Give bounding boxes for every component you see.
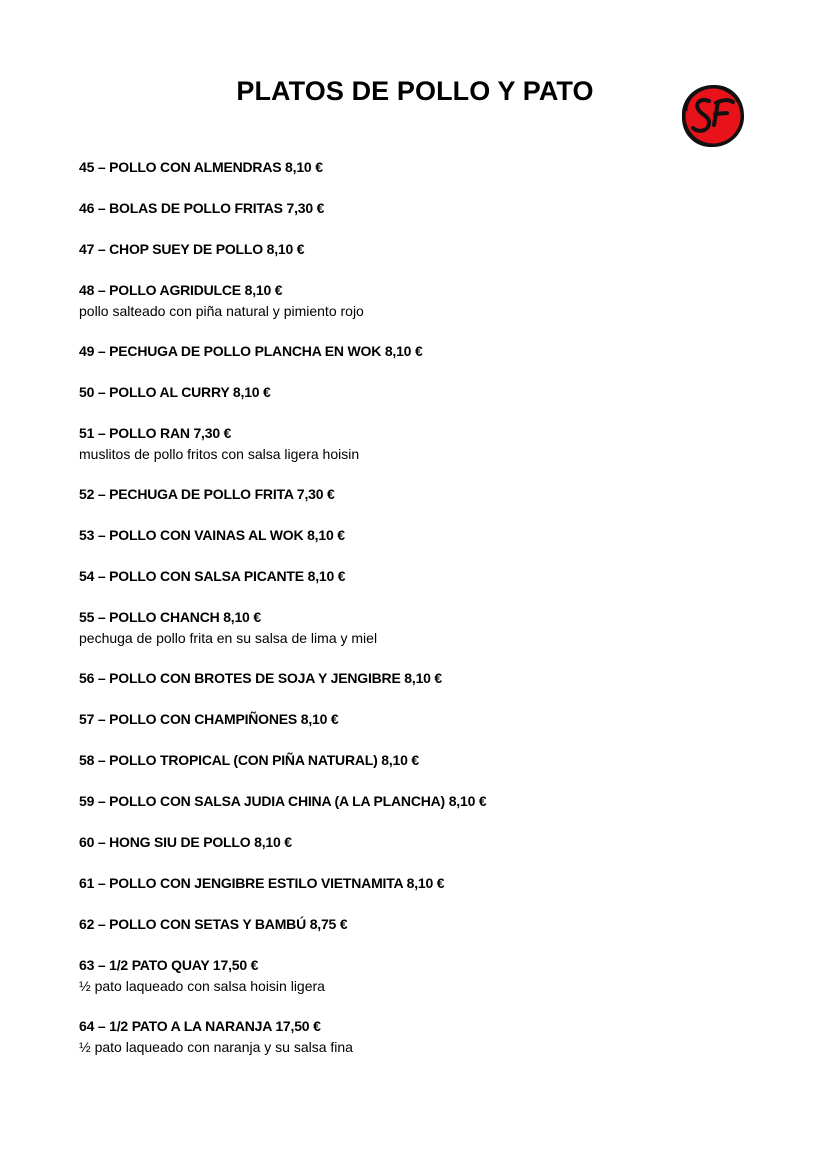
- menu-item-title: 61 – POLLO CON JENGIBRE ESTILO VIETNAMITA 8,10 €: [79, 875, 445, 891]
- menu-item-description: muslitos de pollo fritos con salsa ligera hoisin: [79, 446, 360, 462]
- menu-item: [79, 198, 759, 219]
- menu-item-title: 60 – HONG SIU DE POLLO 8,10 €: [79, 834, 292, 850]
- menu-item-description: ½ pato laqueado con naranja y su salsa fina: [79, 1039, 353, 1055]
- menu-item: [79, 832, 759, 853]
- menu-item: [79, 709, 759, 730]
- menu-item: [79, 914, 759, 935]
- menu-item-title: 49 – PECHUGA DE POLLO PLANCHA EN WOK 8,10 €: [79, 343, 423, 359]
- menu-item-title: 45 – POLLO CON ALMENDRAS 8,10 €: [79, 159, 323, 175]
- menu-item: [79, 157, 759, 178]
- menu-item: [79, 239, 759, 260]
- menu-item: [79, 750, 759, 771]
- menu-item: [79, 607, 759, 648]
- menu-item: [79, 484, 759, 505]
- menu-item: [79, 791, 759, 812]
- menu-item: [79, 341, 759, 362]
- menu-item-title: 46 – BOLAS DE POLLO FRITAS 7,30 €: [79, 200, 325, 216]
- menu-item-title: 59 – POLLO CON SALSA JUDIA CHINA (A LA PLANCHA) 8,10 €: [79, 793, 487, 809]
- menu-item-title: 56 – POLLO CON BROTES DE SOJA Y JENGIBRE 8,10 €: [79, 670, 443, 686]
- menu-item-title: 58 – POLLO TROPICAL (CON PIÑA NATURAL) 8,10 €: [79, 752, 420, 768]
- menu-item: [79, 955, 759, 996]
- menu-item-title: 48 – POLLO AGRIDULCE 8,10 €: [79, 282, 283, 298]
- menu-item-title: 54 – POLLO CON SALSA PICANTE 8,10 €: [79, 568, 346, 584]
- menu-item-title: 55 – POLLO CHANCH 8,10 €: [79, 609, 261, 625]
- menu-item-description: pechuga de pollo frita en su salsa de lima y miel: [79, 630, 378, 646]
- menu-item-title: 53 – POLLO CON VAINAS AL WOK 8,10 €: [79, 527, 345, 543]
- menu-item-title: 57 – POLLO CON CHAMPIÑONES 8,10 €: [79, 711, 339, 727]
- menu-item: [79, 1016, 759, 1057]
- menu-item-title: 63 – 1/2 PATO QUAY 17,50 €: [79, 957, 259, 973]
- menu-item: [79, 382, 759, 403]
- menu-item-description: ½ pato laqueado con salsa hoisin ligera: [79, 978, 325, 994]
- menu-item: [79, 280, 759, 321]
- menu-item-title: 64 – 1/2 PATO A LA NARANJA 17,50 €: [79, 1018, 321, 1034]
- menu-item: [79, 873, 759, 894]
- menu-item-title: 47 – CHOP SUEY DE POLLO 8,10 €: [79, 241, 305, 257]
- page-title: PLATOS DE POLLO Y PATO: [236, 76, 594, 106]
- menu-list: [79, 157, 759, 1077]
- menu-item: [79, 566, 759, 587]
- sf-logo-icon: [678, 81, 748, 151]
- menu-item-title: 52 – PECHUGA DE POLLO FRITA 7,30 €: [79, 486, 335, 502]
- menu-item-title: 62 – POLLO CON SETAS Y BAMBÚ 8,75 €: [79, 916, 348, 932]
- menu-item-description: pollo salteado con piña natural y pimiento rojo: [79, 303, 364, 319]
- menu-item: [79, 423, 759, 464]
- menu-item: [79, 525, 759, 546]
- menu-item-title: 51 – POLLO RAN 7,30 €: [79, 425, 232, 441]
- menu-item: [79, 668, 759, 689]
- menu-item-title: 50 – POLLO AL CURRY 8,10 €: [79, 384, 271, 400]
